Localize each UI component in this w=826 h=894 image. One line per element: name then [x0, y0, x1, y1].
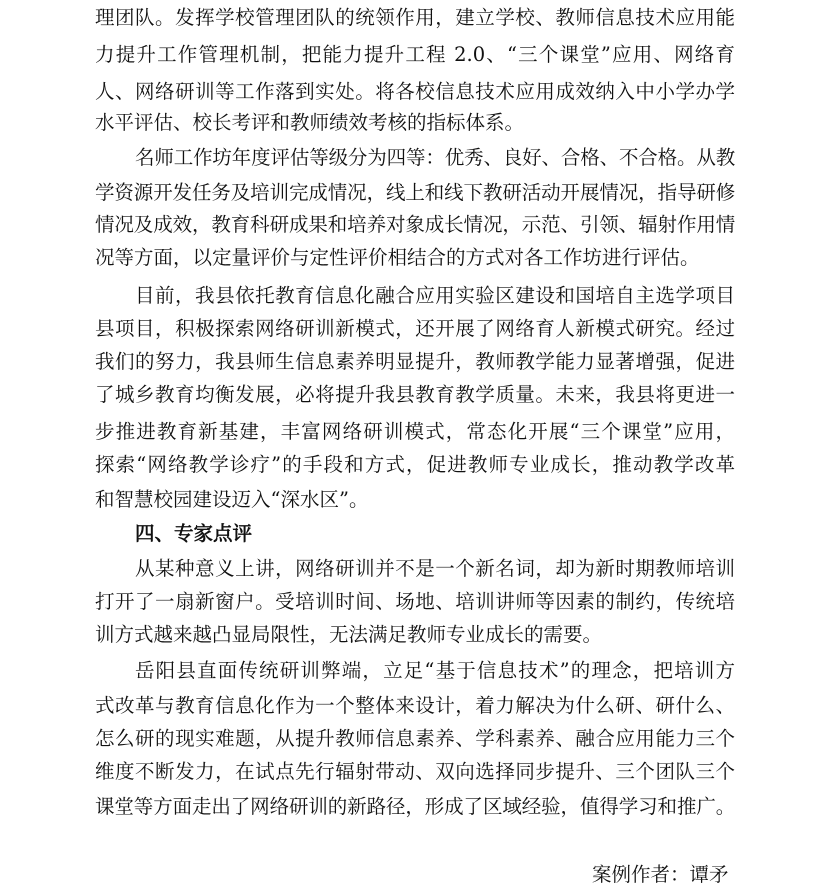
paragraph-2-line-4: 况等方面，以定量评价与定性评价相结合的方式对各工作坊进行评估。 [95, 246, 700, 269]
paragraph-1-line-2: 力提升工作管理机制，把能力提升工程 2.0、“三个课堂”应用、网络育 [95, 43, 735, 66]
paragraph-1-line-1: 理团队。发挥学校管理团队的统领作用，建立学校、教师信息技术应用能 [95, 6, 735, 29]
paragraph-2-line-2: 学资源开发任务及培训完成情况，线上和线下教研活动开展情况，指导研修 [95, 181, 735, 204]
paragraph-3-line-6: 探索“网络教学诊疗”的手段和方式，促进教师专业成长，推动教学改革 [95, 453, 735, 476]
paragraph-2-line-3: 情况及成效，教育科研成果和培养对象成长情况，示范、引领、辐射作用情 [95, 213, 735, 236]
section-heading: 四、专家点评 [135, 522, 253, 545]
paragraph-4-line-2: 打开了一扇新窗户。受培训时间、场地、培训讲师等因素的制约，传统培 [95, 590, 735, 613]
paragraph-5-line-2: 式改革与教育信息化作为一个整体来设计，着力解决为什么研、研什么、 [95, 694, 735, 717]
paragraph-3-line-4: 了城乡教育均衡发展，必将提升我县教育教学质量。未来，我县将更进一 [95, 383, 735, 406]
paragraph-4-line-1: 从某种意义上讲，网络研训并不是一个新名词，却为新时期教师培训 [135, 557, 735, 580]
paragraph-4-line-3: 训方式越来越凸显局限性，无法满足教师专业成长的需要。 [95, 623, 603, 646]
paragraph-5-line-1: 岳阳县直面传统研训弊端，立足“基于信息技术”的理念，把培训方 [135, 659, 735, 682]
paragraph-3-line-7: 和智慧校园建设迈入“深水区”。 [95, 488, 369, 511]
paragraph-5-line-3: 怎么研的现实难题，从提升教师信息素养、学科素养、融合应用能力三个 [95, 727, 735, 750]
paragraph-5-line-5: 课堂等方面走出了网络研训的新路径，形成了区域经验，值得学习和推广。 [95, 795, 735, 818]
paragraph-2-line-1: 名师工作坊年度评估等级分为四等：优秀、良好、合格、不合格。从教 [135, 146, 735, 169]
paragraph-1-line-3: 人、网络研训等工作落到实处。将各校信息技术应用成效纳入中小学办学 [95, 80, 735, 103]
paragraph-3-line-5: 步推进教育新基建，丰富网络研训模式，常态化开展“三个课堂”应用， [95, 420, 735, 443]
paragraph-1-line-4: 水平评估、校长考评和教师绩效考核的指标体系。 [95, 111, 525, 134]
paragraph-3-line-2: 县项目，积极探索网络研训新模式，还开展了网络育人新模式研究。经过 [95, 317, 735, 340]
paragraph-5-line-4: 维度不断发力，在试点先行辐射带动、双向选择同步提升、三个团队三个 [95, 760, 735, 783]
paragraph-3-line-1: 目前，我县依托教育信息化融合应用实验区建设和国培自主选学项目 [135, 284, 735, 307]
case-author: 案例作者：谭矛 [592, 863, 729, 886]
paragraph-3-line-3: 我们的努力，我县师生信息素养明显提升，教师教学能力显著增强，促进 [95, 350, 735, 373]
